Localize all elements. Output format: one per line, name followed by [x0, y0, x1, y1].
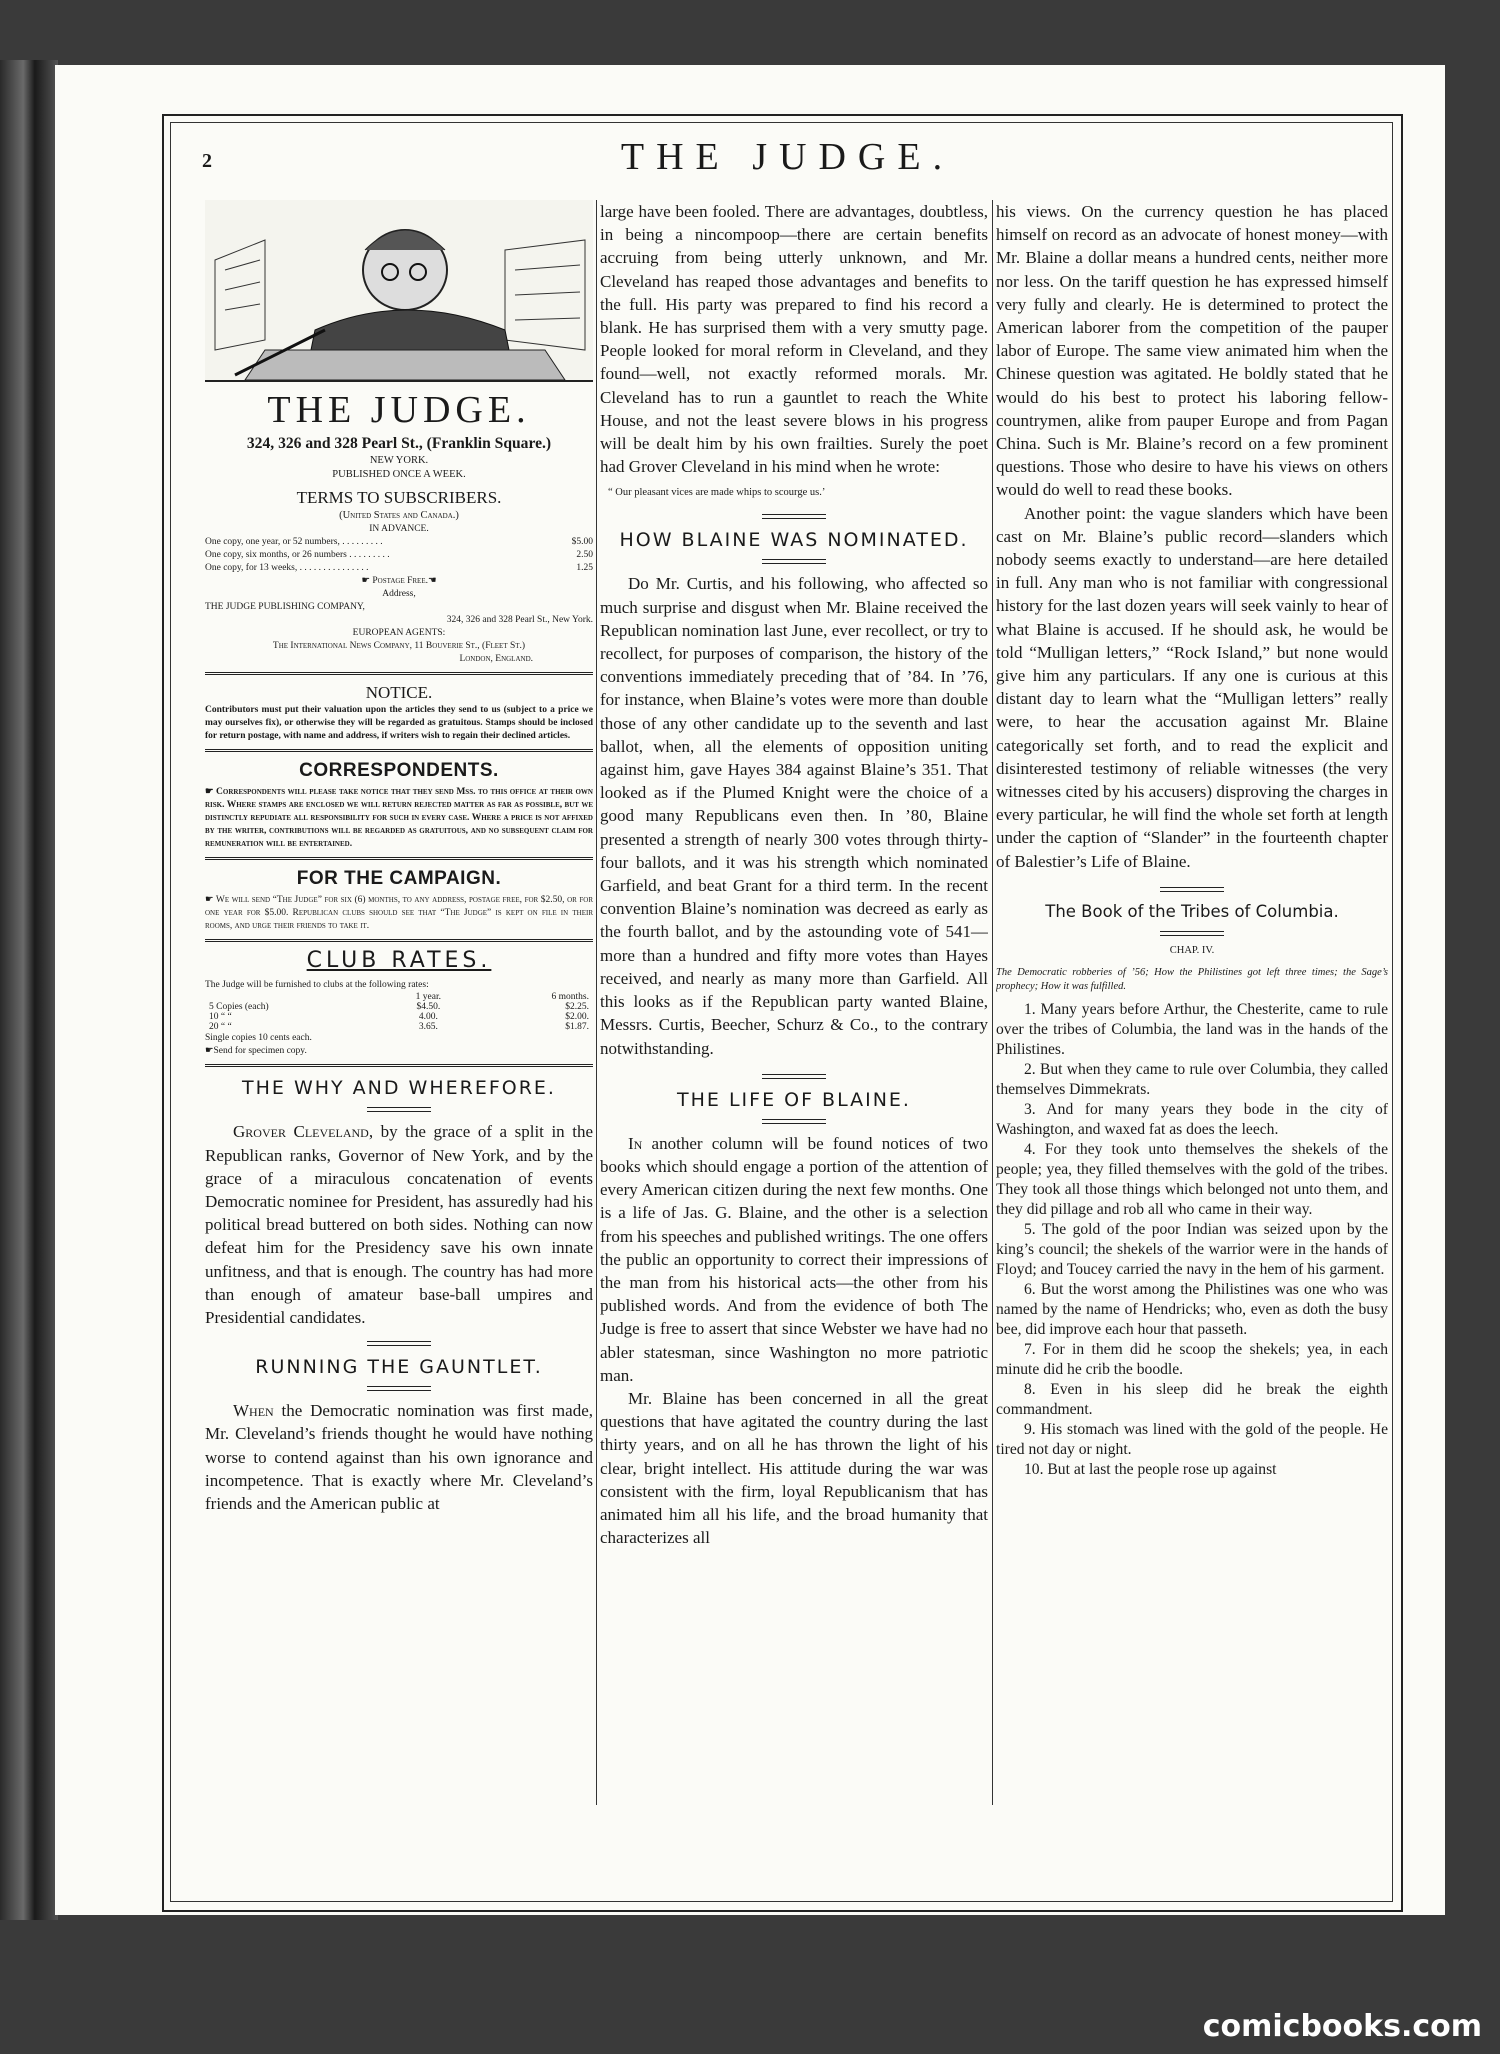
- divider: [205, 749, 593, 752]
- heading-dash: [762, 1119, 826, 1124]
- life-heading: THE LIFE OF BLAINE.: [677, 1088, 911, 1111]
- campaign-text: ☛ We will send “The Judge” for six (6) months, to any address, postage free, for $2.50, or for one year for $5.00. Republican clubs should see that “The Judge” is kept on file in their rooms, and urge their friends to take it.: [205, 895, 593, 932]
- club-rates-intro: The Judge will be furnished to clubs at the following rates:: [205, 980, 429, 991]
- heading-dash: [1160, 931, 1224, 936]
- verse: 10. But at last the people rose up against: [1024, 1461, 1277, 1479]
- verse: 3. And for many years they bode in the city of Washington, and waxed fat as does the leech.: [996, 1101, 1388, 1139]
- address-label: Address,: [382, 589, 416, 600]
- publication-address: 324, 326 and 328 Pearl St., (Franklin Square.): [246, 435, 552, 452]
- chapter-label: CHAP. IV.: [1169, 945, 1215, 957]
- chapter-subtitle: The Democratic robberies of ’56; How the Philistines got left three times; the Sage’s prophecy; How it was fulfilled.: [996, 967, 1388, 993]
- watermark: comicbooks.com: [1202, 2009, 1482, 2044]
- publisher-address: 324, 326 and 328 Pearl St., New York.: [446, 615, 593, 626]
- heading-dash: [762, 514, 826, 519]
- why-wherefore-heading: THE WHY AND WHEREFORE.: [242, 1077, 556, 1100]
- correspondents-heading: CORRESPONDENTS.: [299, 760, 499, 782]
- terms-row: One copy, one year, or 52 numbers, . . . . . . . . . $5.00: [205, 537, 593, 548]
- divider: [205, 857, 593, 860]
- publisher-company: THE JUDGE PUBLISHING COMPANY,: [205, 602, 365, 613]
- nominated-text: Do Mr. Curtis, and his following, who affected so much surprise and disgust when Mr. Blaine received the Republican nomination last June, ever recollect, or try to recollect, for purposes of comparison, the history of the conventions immediately preceding that of ’84. In ’76, for instance, when Blaine’s votes were more than double those of any other candidate up to the seventh and last ballot, when, all the elements of opposition uniting against him, gave Hayes 384 against Blaine’s 351. That looked as if the Plumed Knight were the choice of a good many Republicans even then. In ’80, Blaine presented a strength of nearly 300 votes through thirty-four ballots, and it was his strength which nominated Garfield, and beat Grant for a third term. In the recent convention Blaine’s nomination was decreed as early as the fourth ballot, and by the astounding vote of 541—more than a hundred and fifty more votes than Hayes received, and nearly as many more than Garfield. All this looks as if the Republican party wanted Blaine, Messrs. Curtis, Beecher, Schurz & Co., to the contrary notwithstanding.: [600, 574, 988, 1058]
- column-2: [600, 200, 988, 1820]
- slanders-text: Another point: the vague slanders which have been cast on Mr. Blaine’s public record—slanders which nobody seems exactly to understand—are here detailed in full. Any man who is not familiar with congressional history for the last dozen years will seek vainly to hear of what Blaine is accused. If he should ask, he would be told “Mulligan letters,” “Rock Island,” but none would give him any particulars. If any one is curious at this distant day to learn what the “Mulligan letters” really were, to hear the accusation against Mr. Blaine categorically set forth, and to read the explicit and disinterested testimony of reliable witnesses (the very witnesses cited by his accusers) disproving the charges in every particular, he will find the whole set forth at length under the caption of “Slander” in the fourteenth chapter of Balestier’s Life of Blaine.: [996, 503, 1388, 871]
- heading-dash: [762, 1074, 826, 1079]
- table-row: 20 “ “ 3.65. $1.87.: [209, 1022, 589, 1033]
- terms-subheading: (United States and Canada.): [339, 510, 459, 522]
- masthead: THE JUDGE.: [620, 136, 955, 178]
- publication-frequency: PUBLISHED ONCE A WEEK.: [332, 469, 466, 480]
- life-text-1: In another column will be found notices of two books which should engage a portion of the attention of every American citizen during the next few months. One is a life of Jas. G. Blaine, and the other is a selection from his speeches and published writings. The one offers the public an opportunity to correct their impressions of the man from his historical acts—the other from his published words. And from the evidence of both The Judge is free to assert that since Webster we have had no abler statesman, since Washington no more patriotic man.: [600, 1133, 988, 1385]
- terms-row: One copy, six months, or 26 numbers . . . . . . . . . 2.50: [205, 550, 593, 561]
- table-row: 10 “ “ 4.00. $2.00.: [209, 1012, 589, 1023]
- life-continued: his views. On the currency question he has placed himself on record as an advocate of honest money—with Mr. Blaine a dollar means a hundred cents, neither more nor less. On the tariff question he has expressed himself very fully and clearly. He is determined to protect the American laborer from the competition of the pauper labor of Europe. The same view animated him when the Chinese question was agitated. He boldly stated that he would do his best to protect his laboring fellow-countrymen, alike from pauper Europe and from Pagan China. Such is Mr. Blaine’s record on a few prominent questions. Those who desire to have his views on others would do well to read these books.: [996, 202, 1388, 500]
- poet-quote: “ Our pleasant vices are made whips to scourge us.’: [608, 487, 826, 499]
- campaign-heading: FOR THE CAMPAIGN.: [296, 868, 502, 890]
- notice-heading: NOTICE.: [365, 683, 433, 703]
- verse: 7. For in them did he scoop the shekels; yea, in each minute did he crib the boodle.: [996, 1341, 1388, 1379]
- heading-dash: [367, 1341, 431, 1346]
- heading-dash: [1160, 887, 1224, 892]
- agents-heading: EUROPEAN AGENTS:: [352, 628, 446, 639]
- divider: [205, 1064, 593, 1067]
- masthead-illustration: [205, 200, 593, 382]
- page-number: 2: [202, 150, 212, 172]
- publication-city: NEW YORK.: [369, 455, 429, 466]
- verse: 1. Many years before Arthur, the Chesterite, came to rule over the tribes of Columbia, the land was in the hands of the Philistines.: [996, 1001, 1388, 1059]
- heading-dash: [367, 1107, 431, 1112]
- divider: [205, 939, 593, 942]
- single-copy-note: Single copies 10 cents each.: [205, 1033, 312, 1044]
- verse: 5. The gold of the poor Indian was seized upon by the king’s council; the shekels of the warrior were in the hands of Floyd; and Toucey carried the navy in the hem of his garment.: [996, 1221, 1388, 1279]
- why-wherefore-text: Grover Cleveland, by the grace of a split in the Republican ranks, Governor of New York, and by the grace of a miraculous concatenation of events Democratic nominee for President, has assuredly had his political bread buttered on both sides. Nothing can now defeat him for the Presidency save his own innate unfitness, and that is enough. The country has had more than enough of amateur base-ball umpires and Presidential candidates.: [205, 1122, 593, 1328]
- verse: 9. His stomach was lined with the gold of the people. He tired not day or night.: [996, 1421, 1388, 1459]
- club-rates-heading: CLUB RATES.: [306, 948, 492, 974]
- terms-list: [205, 536, 593, 575]
- verse: 8. Even in his sleep did he break the eighth commandment.: [996, 1381, 1388, 1419]
- postage-note: ☛ Postage Free.☚: [361, 576, 437, 587]
- column-rule-2: [992, 200, 993, 1805]
- gauntlet-heading: RUNNING THE GAUNTLET.: [255, 1356, 543, 1379]
- correspondents-text: ☛ Correspondents will please take notice that they send Mss. to this office at their own risk. Where stamps are enclosed we will return rejected matter as far as possible, but we distinctly repudiate all responsibility for such in every case. Where a price is not affixed by the writer, contributions will be regarded as gratuitous, and no subsequent claim for remuneration will be entertained.: [205, 787, 593, 850]
- tribes-heading: The Book of the Tribes of Columbia.: [1045, 901, 1339, 921]
- column-1: [205, 200, 593, 1820]
- verse: 6. But the worst among the Philistines was one who was named by the name of Hendricks; who, even as doth the busy bee, did improve each hour that passeth.: [996, 1281, 1388, 1339]
- club-rates-table: [205, 992, 593, 1032]
- judge-at-desk-illustration: [205, 200, 593, 380]
- heading-dash: [762, 559, 826, 564]
- notice-text: Contributors must put their valuation upon the articles they send to us (subject to a price we may ourselves fix), or otherwise they will be regarded as gratuitous. Stamps should be inclosed for return postage, with name and address, if writers wish to regain their declined articles.: [205, 705, 593, 742]
- book-spine: [0, 60, 58, 1920]
- nominated-heading: HOW BLAINE WAS NOMINATED.: [619, 529, 969, 552]
- agents-city: London, England.: [459, 654, 533, 665]
- publication-title: THE JUDGE.: [267, 389, 531, 431]
- terms-heading: TERMS TO SUBSCRIBERS.: [296, 488, 502, 507]
- verse: 4. For they took unto themselves the shekels of the people; yea, they filled themselves with the gold of the tribes. They took all those things which belonged not unto them, and they did pillage and rob all who came in their way.: [996, 1141, 1388, 1219]
- gauntlet-text: When the Democratic nomination was first made, Mr. Cleveland’s friends thought he would have nothing worse to contend against than his own ignorance and incompetence. That is exactly where Mr. Cleveland’s friends and the American public at: [205, 1401, 593, 1514]
- table-row: 5 Copies (each) $4.50. $2.25.: [209, 1002, 589, 1013]
- gauntlet-continued: large have been fooled. There are advantages, doubtless, in being a nincompoop—there are certain benefits accruing from being utterly unknown, and Mr. Cleveland has reaped those advantages and benefits to the full. His party was prepared to find his record a blank. He has surprised them with a very smutty page. People looked for moral reform in Cleveland, and they found—well, not exactly reformed morals. Mr. Cleveland has to run a gauntlet to reach the White House, and not the least severe blows in his progress will be dealt him by his own frailties. Surely the poet had Grover Cleveland in his mind when he wrote:: [600, 202, 988, 477]
- divider: [205, 672, 593, 675]
- column-rule-1: [596, 200, 597, 1805]
- verse: 2. But when they came to rule over Columbia, they called themselves Dimmekrats.: [996, 1061, 1388, 1099]
- agents-name: The International News Company, 11 Bouverie St., (Fleet St.): [272, 641, 526, 652]
- heading-dash: [367, 1386, 431, 1391]
- table-header: 1 year. 6 months.: [415, 992, 589, 1003]
- specimen-note: ☛Send for specimen copy.: [205, 1046, 307, 1057]
- life-text-2: Mr. Blaine has been concerned in all the great questions that have agitated the country during the last thirty years, and on all he has thrown the light of his clear, bright intellect. His attitude during the war was consistent with the firm, loyal Republicanism that has animated him all his life, and the broad humanity that characterizes all: [600, 1388, 988, 1548]
- terms-row: One copy, for 13 weeks, . . . . . . . . . . . . . . . 1.25: [205, 563, 593, 574]
- column-3: [996, 200, 1388, 1820]
- terms-in-advance: IN ADVANCE.: [369, 524, 429, 535]
